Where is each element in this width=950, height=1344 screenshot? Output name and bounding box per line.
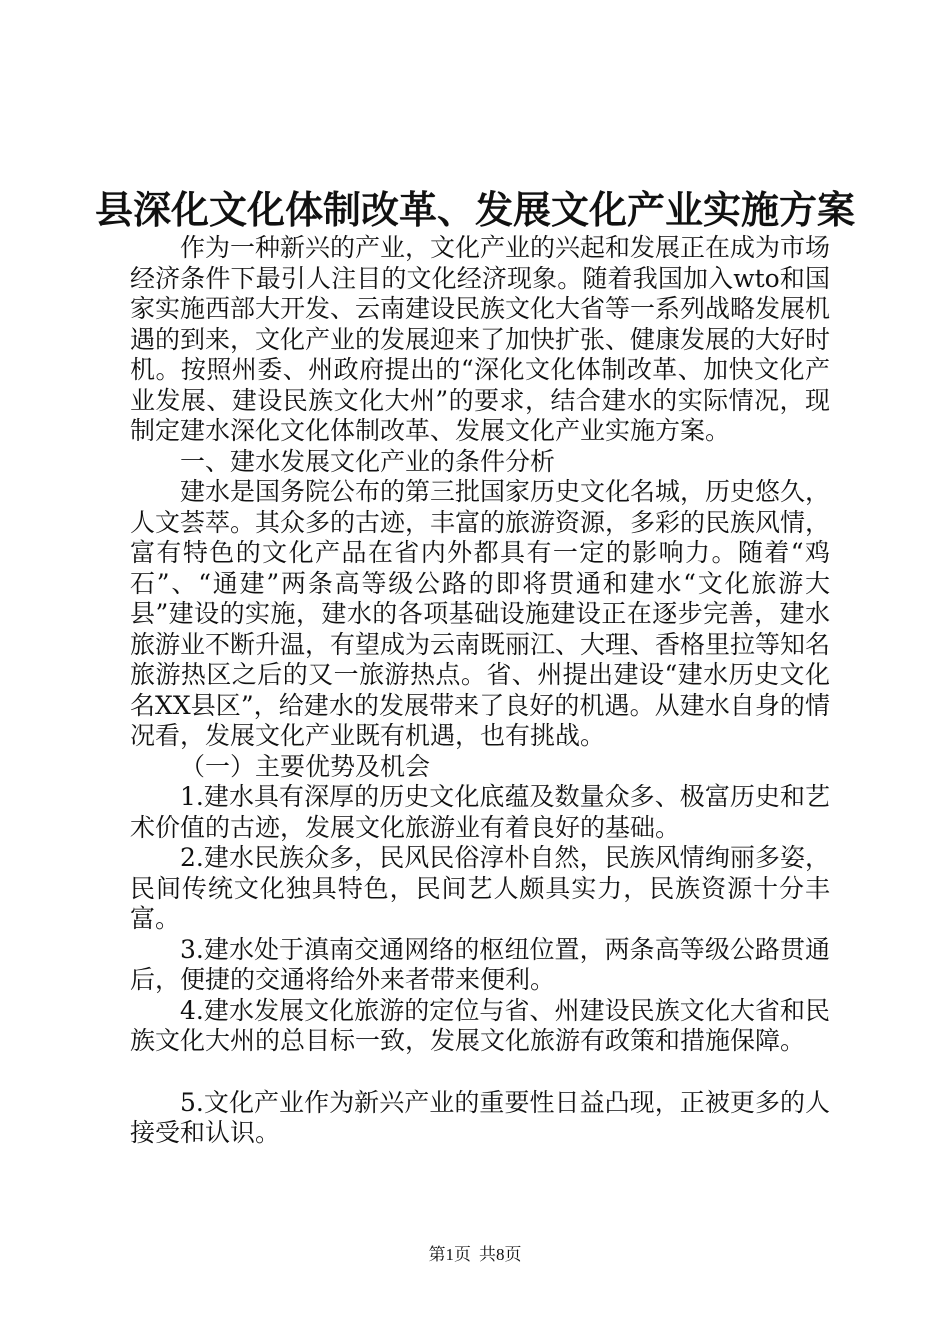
section-heading: 一、建水发展文化产业的条件分析 [180, 446, 556, 476]
list-item: 2.建水民族众多，民风民俗淳朴自然，民族风情绚丽多姿，民间传统文化独具特色，民间艺人颇具实力，民族资源十分丰富。 [130, 843, 830, 933]
paragraph-gap [130, 1057, 830, 1088]
page-footer [0, 1244, 950, 1266]
list-item: 3.建水处于滇南交通网络的枢纽位置，两条高等级公路贯通后，便捷的交通将给外来者带来便利。 [130, 934, 830, 994]
page-number: 第1页 [428, 1245, 471, 1264]
subsection-heading: （一）主要优势及机会 [180, 751, 431, 781]
body-paragraph: 建水是国务院公布的第三批国家历史文化名城，历史悠久，人文荟萃。其众多的古迹，丰富的旅游资源，多彩的民族风情，富有特色的文化产品在省内外都具有一定的影响力。随着“鸡石”、“通建”两条高等级公路的即将贯通和建水“文化旅游大县”建设的实施，建水的各项基础设施建设正在逐步完善，建水旅游业不断升温，有望成为云南既丽江、大理、香格里拉等知名旅游热区之后的又一旅游热点。省、州提出建设“建水历史文化名XX县区”，给建水的发展带来了良好的机遇。从建水自身的情况看，发展文化产业既有机遇，也有挑战。 [130, 477, 831, 750]
document-body [130, 233, 830, 1149]
intro-paragraph: 作为一种新兴的产业，文化产业的兴起和发展正在成为市场经济条件下最引人注目的文化经济现象。随着我国加入wto和国家实施西部大开发、云南建设民族文化大省等一系列战略发展机遇的到来，文化产业的发展迎来了加快扩张、健康发展的大好时机。按照州委、州政府提出的“深化文化体制改革、加快文化产业发展、建设民族文化大州”的要求，结合建水的实际情况，现制定建水深化文化体制改革、发展文化产业实施方案。 [130, 233, 831, 445]
list-item: 1.建水具有深厚的历史文化底蕴及数量众多、极富历史和艺术价值的古迹，发展文化旅游业有着良好的基础。 [130, 782, 830, 842]
page-total: 共8页 [479, 1245, 522, 1264]
document-title: 县深化文化体制改革、发展文化产业实施方案 [94, 188, 855, 232]
list-item: 5.文化产业作为新兴产业的重要性日益凸现，正被更多的人接受和认识。 [130, 1087, 830, 1147]
list-item: 4.建水发展文化旅游的定位与省、州建设民族文化大省和民族文化大州的总目标一致，发展文化旅游有政策和措施保障。 [130, 995, 830, 1055]
